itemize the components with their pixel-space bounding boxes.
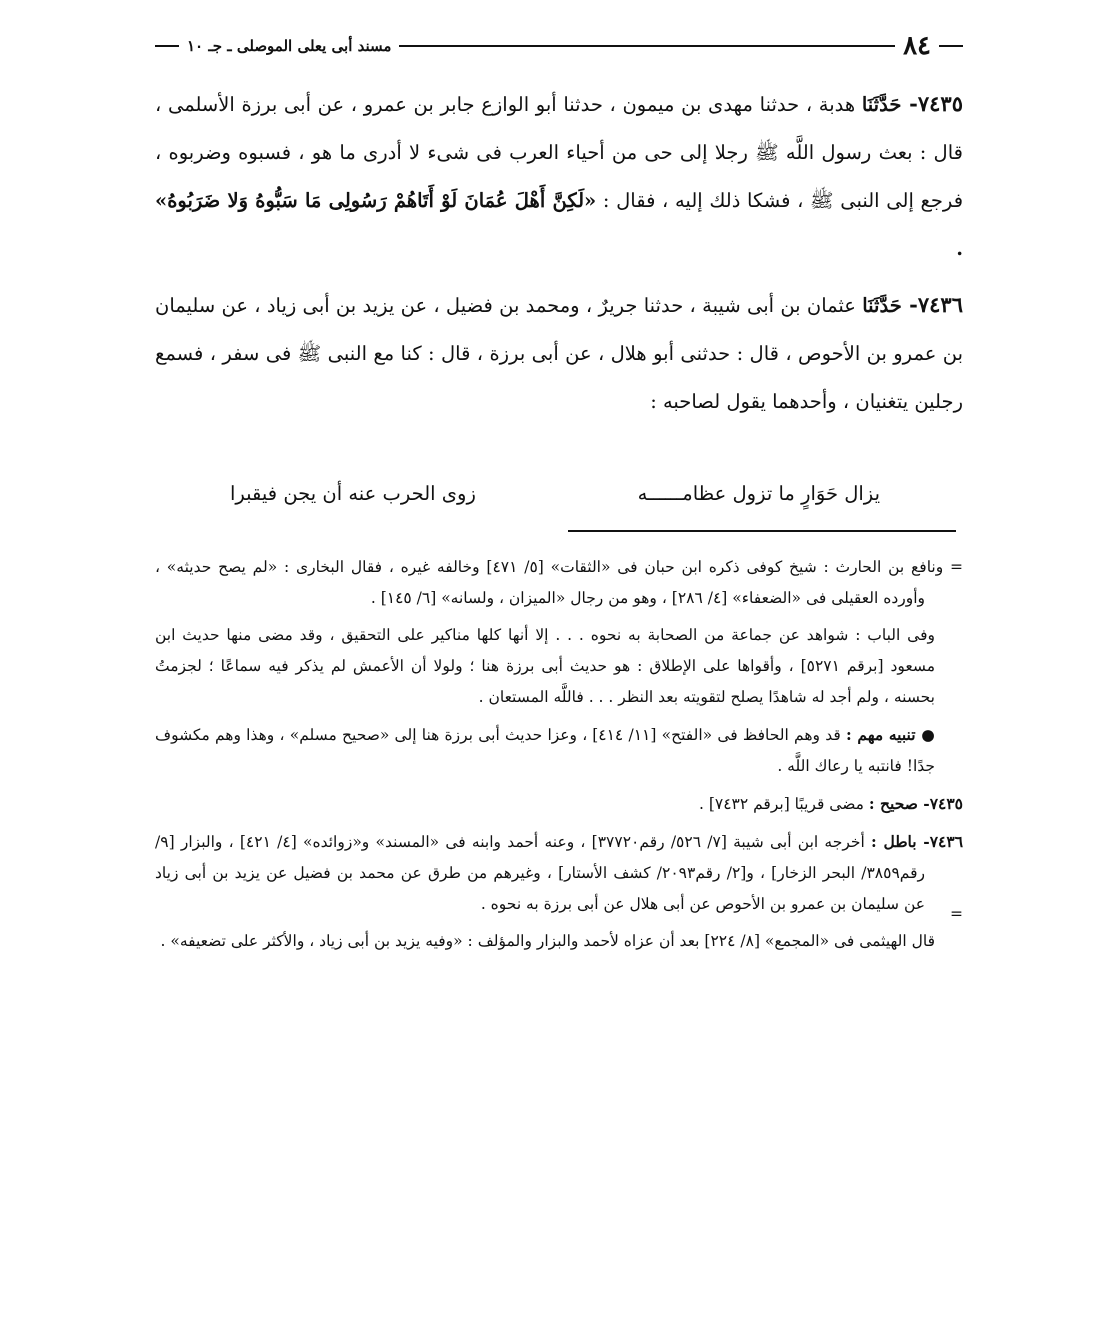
footnote-continued: = ونافع بن الحارث : شيخ كوفى ذكره ابن حبان فى «الثقات» [٥/ ٤٧١] وخالفه غيره ، فقال البخارى : «لم يصح حديثه» ، وأورده العقيلى فى «الضعفاء» [٤/ ٢٨٦] ، وهو من رجال «الميزان ، ولسانه» [٦/ ١٤٥] . bbox=[155, 558, 964, 607]
hadith-text: عثمان بن أبى شيبة ، حدثنا جريرٌ ، ومحمد بن فضيل ، عن يزيد بن أبى زياد ، عن سليمان بن عمرو بن الأحوص ، قال : حدثنى أبو هلال ، عن أبى برزة ، قال : كنا مع النبى ﷺ فى سفر ، فسمع رجلين يتغنيان ، وأحدهما يقول لصاحبه : bbox=[155, 294, 963, 413]
grading-text: أخرجه ابن أبى شيبة [٧/ ٥٢٦/ رقم٣٧٧٢٠] ، وعنه أحمد وابنه فى «المسند» و«زوائده» [٤/ ٤٢١] ، والبزار [٩/ رقم٣٨٥٩/ البحر الزخار] ، و[٢/ رقم٢٠٩٣/ كشف الأستار] ، وغيرهم من طرق عن محمد بن فضيل عن يزيد بن أبى زياد عن سليمان بن عمرو بن الأحوص عن أبى هلال عن أبى برزة به نحوه . bbox=[155, 833, 925, 913]
book-title: مسند أبى يعلى الموصلى ـ جـ ١٠ bbox=[187, 37, 392, 55]
hadith-number: ٧٤٣٥ bbox=[917, 91, 963, 116]
hadith-opening: حَدَّثَنَا bbox=[862, 294, 902, 317]
grading-text: مضى قريبًا [برقم ٧٤٣٢] . bbox=[698, 795, 864, 813]
footnotes: = ونافع بن الحارث : شيخ كوفى ذكره ابن حبان فى «الثقات» [٥/ ٤٧١] وخالفه غيره ، فقال البخارى : «لم يصح حديثه» ، وأورده العقيلى فى «الضعفاء» [٤/ ٢٨٦] ، وهو من رجال «الميزان ، ولسانه» [٦/ ١٤٥] . وفى الباب : شواهد عن جماعة من الصحابة به نحوه . . . إلا أنها كلها مناكير على التحقيق ، وقد مضى منها حديث ابن مسعود [برقم ٥٢٧١] ، وأقواها على الإطلاق : هو حديث أبى برزة هنا ؛ ولولا أن الأعمش لم يذكر فيه سماعًا ؛ لجزمتُ بحسنه ، ولم أجد له شاهدًا يصلح لتقويته بعد النظر . . . فاللَّه المستعان . ● تنبيه مهم : قد وهم الحافظ فى «الفتح» [١١/ ٤١٤] ، وعزا حديث أبى برزة هنا إلى «صحيح مسلم» ، وهذا وهم مكشوف جدًا! فانتبه يا رعاك اللَّه . ٧٤٣٥- صحيح : مضى قريبًا [برقم ٧٤٣٢] . ٧٤٣٦- باطل : أخرجه ابن أبى شيبة [٧/ ٥٢٦/ رقم٣٧٧٢٠] ، وعنه أحمد وابنه فى «المسند» و«زوائده» [٤/ ٤٢١] ، والبزار [٩/ رقم٣٨٥٩/ البحر الزخار] ، و[٢/ رقم٢٠٩٣/ كشف الأستار] ، وغيرهم من طرق عن محمد بن فضيل عن يزيد بن أبى زياد عن سليمان بن عمرو بن الأحوص عن أبى هلال عن أبى برزة به نحوه . قال الهيثمى فى «المجمع» [٨/ ٢٢٤] بعد أن عزاه لأحمد والبزار والمؤلف : «وفيه يزيد بن أبى زياد ، والأكثر على تضعيفه» . = bbox=[155, 552, 963, 963]
notice-text: قد وهم الحافظ فى «الفتح» [١١/ ٤١٤] ، وعزا حديث أبى برزة هنا إلى «صحيح مسلم» ، وهذا وهم مكشوف جدًا! فانتبه يا رعاك اللَّه . bbox=[155, 726, 935, 775]
page-number: ٨٤ bbox=[903, 31, 931, 61]
poem-hemistich-second: زوى الحرب عنه أن يجن فيقبرا bbox=[230, 481, 476, 505]
notice-label: ● تنبيه مهم : bbox=[845, 725, 936, 744]
hadith-opening: حَدَّثَنَا bbox=[861, 93, 902, 116]
footnote-7435 bbox=[155, 788, 963, 820]
hadith-7435: ٧٤٣٥- حَدَّثَنَا هدبة ، حدثنا مهدى بن ميمون ، حدثنا أبو الوازع جابر بن عمرو ، عن أبى برزة الأسلمى ، قال : بعث رسول اللَّه ﷺ رجلا إلى حى من أحياء العرب فى شىء لا أدرى ما هو ، فسبوه وضربوه ، فرجع إلى النبى ﷺ ، فشكا ذلك إليه ، فقال : «لَكِنَّ أَهْلَ عُمَانَ لَوْ أَتَاهُمْ رَسُولِى مَا سَبُّوهُ وَلا ضَرَبُوهُ» . bbox=[155, 91, 964, 260]
footnote-7436 bbox=[155, 826, 963, 920]
poem-verse bbox=[230, 476, 880, 510]
grading-label: ٧٤٣٦- باطل : bbox=[871, 832, 964, 851]
grading-label: ٧٤٣٥- صحيح : bbox=[868, 794, 963, 813]
header-rule-left bbox=[155, 45, 179, 47]
hadith-number: ٧٤٣٦ bbox=[917, 292, 963, 317]
footnote-separator bbox=[568, 530, 956, 532]
hadith-7436: ٧٤٣٦- حَدَّثَنَا عثمان بن أبى شيبة ، حدثنا جريرٌ ، ومحمد بن فضيل ، عن يزيد بن أبى زياد ، عن سليمان بن عمرو بن الأحوص ، قال : حدثنى أبو هلال ، عن أبى برزة ، قال : كنا مع النبى ﷺ فى سفر ، فسمع رجلين يتغنيان ، وأحدهما يقول لصاحبه : bbox=[155, 292, 963, 413]
footnote-witnesses: وفى الباب : شواهد عن جماعة من الصحابة به نحوه . . . إلا أنها كلها مناكير على التحقيق ، وقد مضى منها حديث ابن مسعود [برقم ٥٢٧١] ، وأقواها على الإطلاق : هو حديث أبى برزة هنا ؛ ولولا أن الأعمش لم يذكر فيه سماعًا ؛ لجزمتُ بحسنه ، ولم أجد له شاهدًا يصلح لتقويته بعد النظر . . . فاللَّه المستعان . bbox=[155, 626, 935, 706]
prophetic-quote: «لَكِنَّ أَهْلَ عُمَانَ لَوْ أَتَاهُمْ رَسُولِى مَا سَبُّوهُ وَلا ضَرَبُوهُ» . bbox=[155, 189, 963, 260]
footnote-important-notice bbox=[155, 719, 963, 782]
main-text bbox=[155, 80, 963, 434]
footnote-haythami: قال الهيثمى فى «المجمع» [٨/ ٢٢٤] بعد أن عزاه لأحمد والبزار والمؤلف : «وفيه يزيد بن أبى زياد ، والأكثر على تضعيفه» . bbox=[160, 932, 935, 950]
header-rule-middle bbox=[399, 45, 895, 47]
hadith-text: هدبة ، حدثنا مهدى بن ميمون ، حدثنا أبو الوازع جابر بن عمرو ، عن أبى برزة الأسلمى ، قال : بعث رسول اللَّه ﷺ رجلا إلى حى من أحياء العرب فى شىء لا أدرى ما هو ، فسبوه وضربوه ، فرجع إلى النبى ﷺ ، فشكا ذلك إليه ، فقال : bbox=[155, 93, 964, 212]
page-header bbox=[155, 28, 963, 64]
poem-hemistich-first: يزال حَوَارٍ ما تزول عظامــــــه bbox=[637, 481, 880, 505]
header-rule-right bbox=[939, 45, 963, 47]
